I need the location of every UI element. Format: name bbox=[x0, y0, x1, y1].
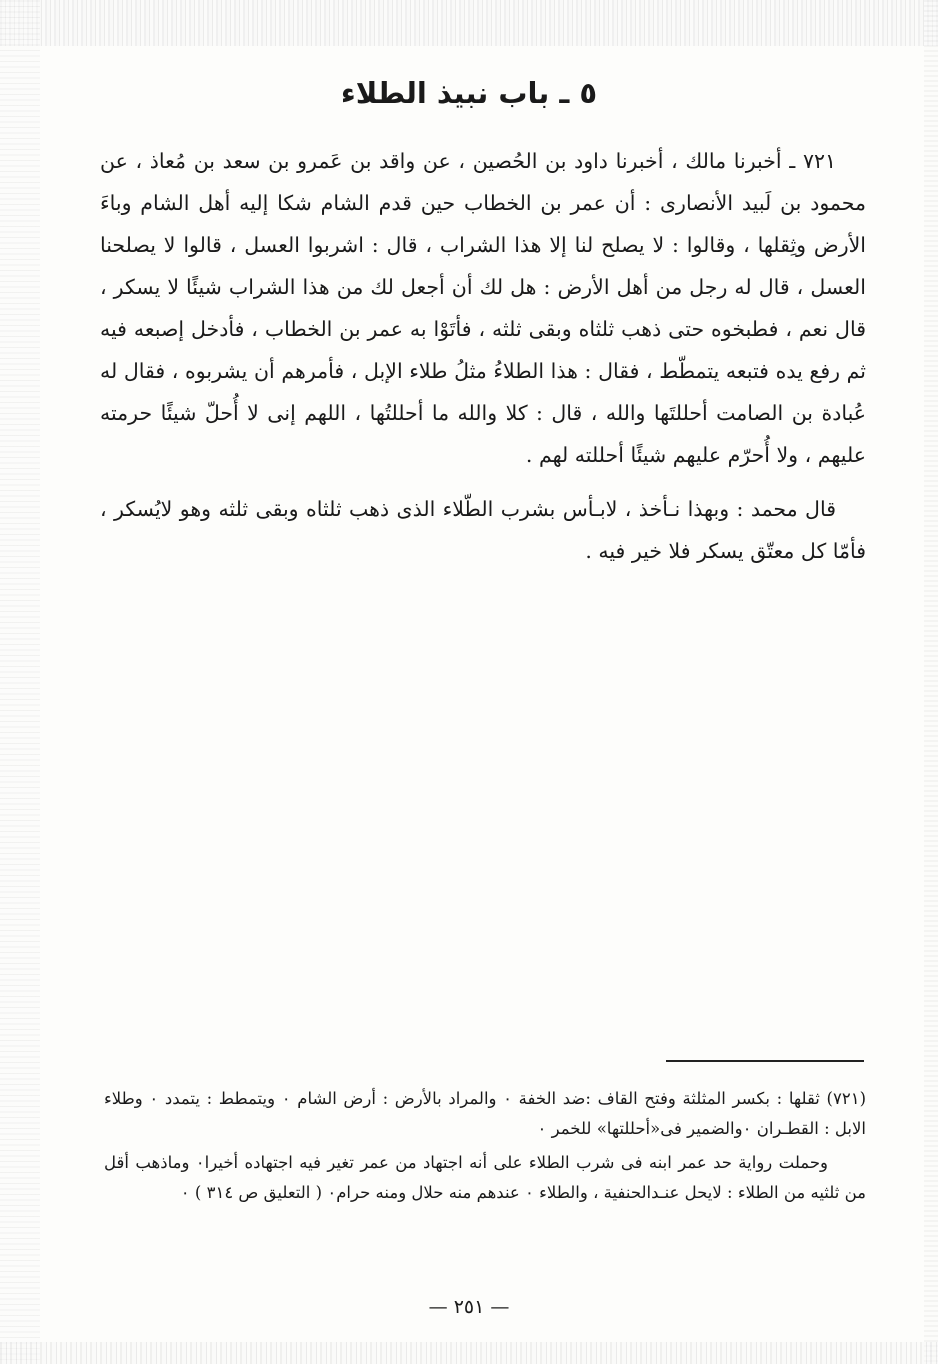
footnote-721: (٧٢١) ثقلها : بكسر المثلثة وفتح القاف :ضد الخفة ٠ والمراد بالأرض : أرض الشام ٠ ويتمطط : يتمدد ٠ وطلاء الابل : القطـران ٠والضمير فى«أحللتها» للخمر ٠ bbox=[104, 1089, 866, 1138]
footnote-continuation: وحملت رواية حد عمر ابنه فى شرب الطلاء على أنه اجتهاد من عمر تغير فيه اجتهاده أخيرا٠ وماذهب أقل من ثلثيه من الطلاء : لايحل عنـدالحنفية ، والطلاء ٠ عندهم منه حلال ومنه حرام٠ ( التعليق ص ٣١٤ ) ٠ bbox=[104, 1153, 866, 1202]
footnotes bbox=[104, 1084, 866, 1208]
scan-edge-left bbox=[0, 0, 40, 1364]
scan-edge-right bbox=[924, 0, 938, 1364]
scan-edge-top bbox=[0, 0, 938, 46]
hadith-paragraph: ٧٢١ ـ أخبرنا مالك ، أخبرنا داود بن الحُصين ، عن واقد بن عَمرو بن سعد بن مُعاذ ، عن محمود بن لَبيد الأنصارى : أن عمر بن الخطاب حين قدم الشام شكا إليه أهل الشام وباءَ الأرض وثِقلها ، وقالوا : لا يصلح لنا إلا هذا الشراب ، قال : اشربوا العسل ، قالوا لا يصلحنا العسل ، قال له رجل من أهل الأرض : هل لك أن أجعل لك من هذا الشراب شيئًا لا يسكر ، قال نعم ، فطبخوه حتى ذهب ثلثاه وبقى ثلثه ، فأتَوْا به عمر بن الخطاب ، فأدخل إصبعه فيه ثم رفع يده فتبعه يتمطّط ، فقال : هذا الطلاءُ مثلُ طلاء الإبل ، فأمرهم أن يشربوه ، فقال له عُبادة بن الصامت أحللتَها والله ، قال : كلا والله ما أحللتُها ، اللهم إنى لا أُحلّ شيئًا حرمته عليهم ، ولا أُحرّم عليهم شيئًا أحللته لهم . bbox=[100, 149, 866, 467]
page-number: — ٢٥١ — bbox=[428, 1296, 510, 1318]
scan-edge-bottom bbox=[0, 1342, 938, 1364]
chapter-title: ٥ ـ باب نبيذ الطلاء bbox=[340, 76, 598, 110]
commentary-paragraph: قال محمد : وبهذا نـأخذ ، لابـأس بشرب الطّلاء الذى ذهب ثلثاه وبقى ثلثه وهو لايُسكر ، فأمّا كل معتّق يسكر فلا خير فيه . bbox=[100, 497, 866, 563]
footnote-separator bbox=[666, 1060, 864, 1062]
main-text bbox=[100, 140, 866, 572]
